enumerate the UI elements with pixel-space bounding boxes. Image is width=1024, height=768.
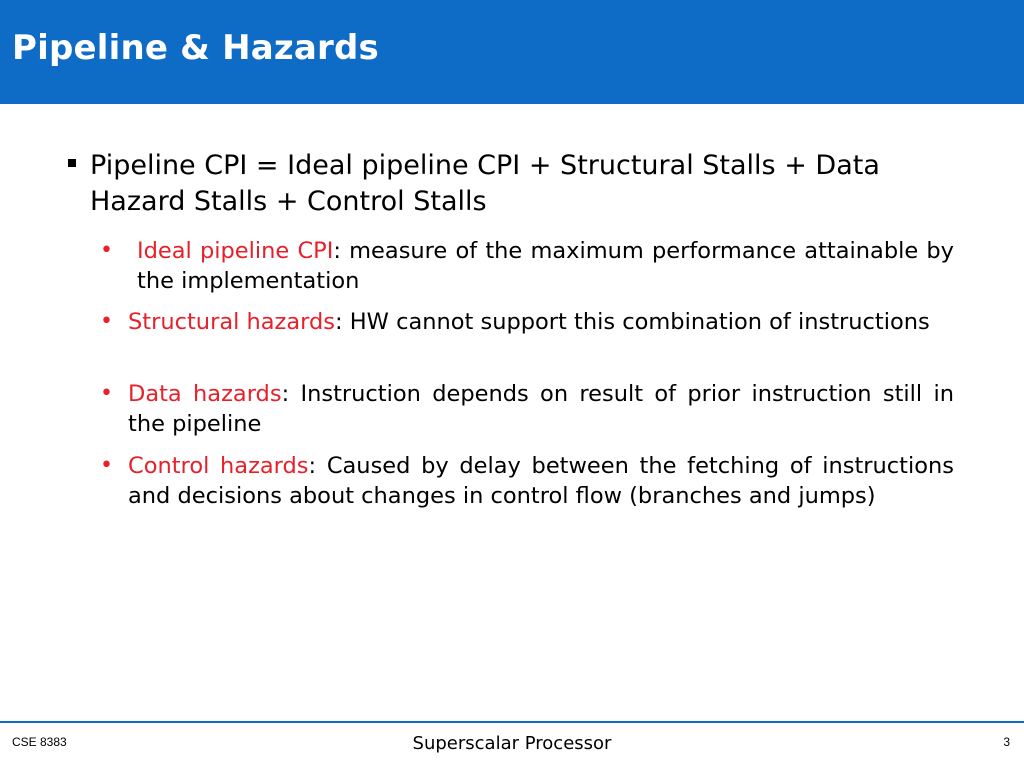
term-description: HW cannot support this combination of instructions: [342, 309, 930, 335]
sub-bullet-data-hazards: [100, 379, 954, 439]
footer-topic: Superscalar Processor: [412, 733, 612, 754]
term-description: Instruction depends on result of prior instruction still in the pipeline: [128, 381, 954, 437]
separator: :: [333, 238, 341, 264]
separator: :: [308, 453, 317, 479]
footer-divider: [0, 721, 1024, 723]
term-data-hazards: Data hazards: [128, 381, 282, 407]
term-description: Caused by delay between the fetching of instructions and decisions about changes in control flow (branches and jumps): [128, 453, 954, 509]
main-bullet: [68, 148, 954, 220]
term-description: measure of the maximum performance attainable by the implementation: [137, 238, 954, 294]
term-structural-hazards: Structural hazards: [128, 309, 336, 335]
separator: :: [335, 309, 343, 335]
bullet-dot-icon: •: [100, 309, 113, 334]
term-ideal-pipeline-cpi: Ideal pipeline CPI: [137, 238, 334, 264]
bullet-dot-icon: •: [100, 381, 113, 406]
footer-course: CSE 8383: [12, 735, 67, 749]
main-bullet-text: Pipeline CPI = Ideal pipeline CPI + Structural Stalls + Data Hazard Stalls + Control Stalls: [90, 150, 880, 217]
sub-bullet-ideal-cpi: [100, 236, 954, 296]
term-control-hazards: Control hazards: [128, 453, 309, 479]
square-bullet-icon: [68, 159, 76, 167]
sub-bullet-structural-hazards: [100, 307, 954, 337]
slide-title: Pipeline & Hazards: [12, 28, 379, 68]
separator: :: [281, 381, 290, 407]
page-number: 3: [1003, 735, 1010, 749]
bullet-dot-icon: •: [100, 238, 113, 263]
sub-bullet-control-hazards: [100, 451, 954, 511]
bullet-dot-icon: •: [100, 453, 113, 478]
